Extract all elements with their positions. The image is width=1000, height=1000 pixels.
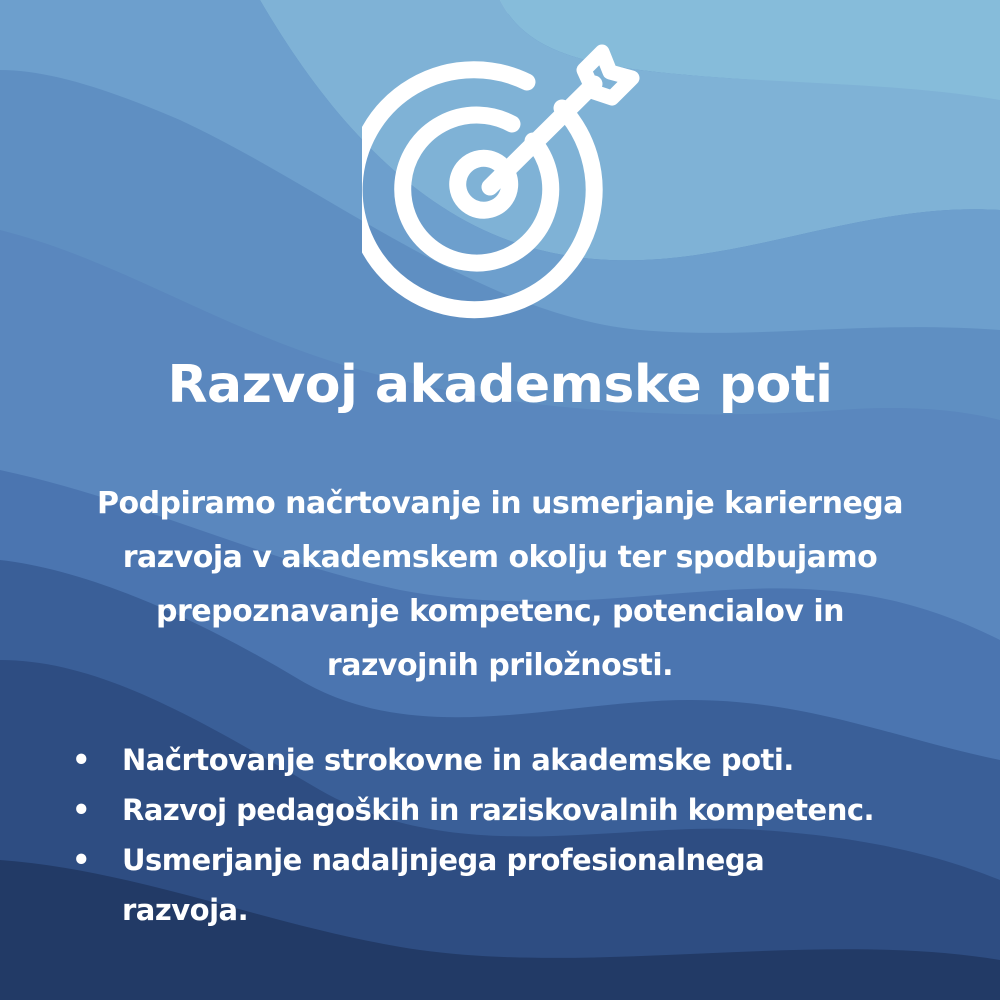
target-with-arrow-icon (362, 30, 654, 322)
list-item (72, 735, 972, 785)
bullet-dot: • (72, 843, 91, 877)
bullet-dot: • (72, 743, 91, 777)
list-item-text: Razvoj pedagoških in raziskovalnih kompetenc. (122, 793, 875, 827)
arrow-fletching (584, 52, 632, 98)
bullet-list (72, 735, 972, 935)
list-item-text-continued: razvoja. (122, 893, 249, 927)
intro-line: Podpiramo načrtovanje in usmerjanje kariernega (96, 486, 904, 521)
list-item-text: Usmerjanje nadaljnjega profesionalnega (122, 843, 765, 877)
intro-line: prepoznavanje kompetenc, potencialov in (156, 594, 844, 629)
bullet-dot: • (72, 793, 91, 827)
list-item-text: Načrtovanje strokovne in akademske poti. (122, 743, 794, 777)
list-item (72, 835, 972, 935)
intro-line: razvojnih priložnosti. (326, 648, 674, 683)
intro-line: razvoja v akademskem okolju ter spodbujamo (122, 540, 878, 575)
intro-paragraph (25, 477, 975, 693)
page-title: Razvoj akademske poti (167, 355, 833, 415)
list-item (72, 785, 972, 835)
